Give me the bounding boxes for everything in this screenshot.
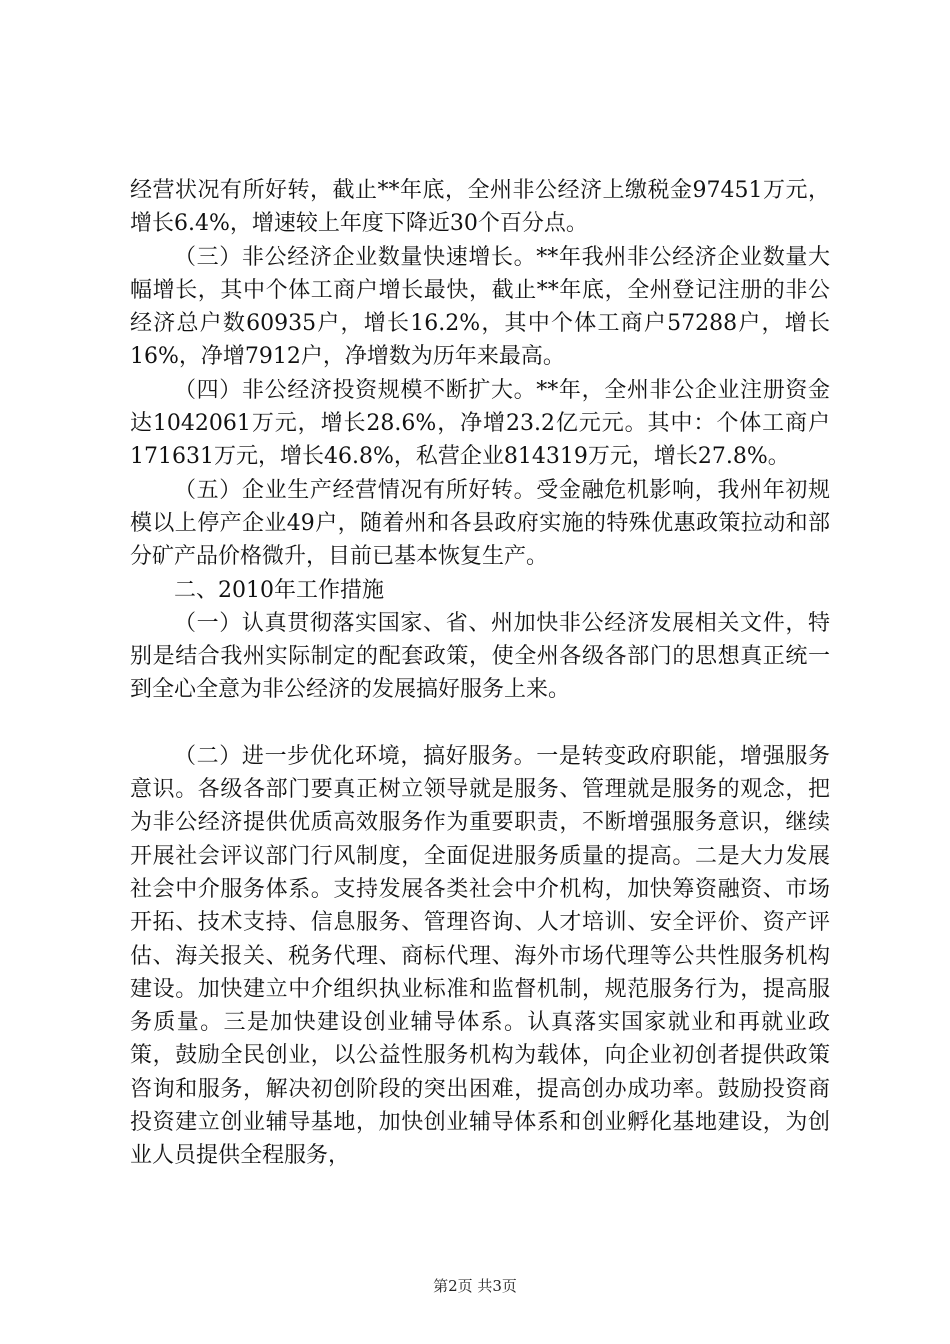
page-number-footer: 第2页 共3页	[433, 1277, 517, 1295]
paragraph-enterprise-count: （三）非公经济企业数量快速增长。**年我州非公经济企业数量大幅增长，其中个体工商户增长最快，截止**年底，全州登记注册的非公经济总户数60935户，增长16.2%，其中个体工商户57288户，增长16%，净增7912户，净增数为历年来最高。	[130, 244, 830, 370]
paragraph-optimize-environment: （二）进一步优化环境，搞好服务。一是转变政府职能，增强服务意识。各级各部门要真正树立领导就是服务、管理就是服务的观念，把为非公经济提供优质高效服务作为重要职责，不断增强服务意识，继续开展社会评议部门行风制度，全面促进服务质量的提高。二是大力发展社会中介服务体系。支持发展各类社会中介机构，加快筹资融资、市场开拓、技术支持、信息服务、管理咨询、人才培训、安全评价、资产评估、海关报关、税务代理、商标代理、海外市场代理等公共性服务机构建设。加快建立中介组织执业标准和监督机制，规范服务行为，提高服务质量。三是加快建设创业辅导体系。认真落实国家就业和再就业政策，鼓励全民创业，以公益性服务机构为载体，向企业初创者提供政策咨询和服务，解决初创阶段的突出困难，提高创办成功率。鼓励投资商投资建立创业辅导基地，加快创业辅导体系和创业孵化基地建设，为创业人员提供全程服务，	[130, 743, 830, 1169]
section-heading-2010-measures: 二、2010年工作措施	[174, 577, 384, 603]
paragraph-production-recovery: （五）企业生产经营情况有所好转。受金融危机影响，我州年初规模以上停产企业49户，随着州和各县政府实施的特殊优惠政策拉动和部分矿产品价格微升，目前已基本恢复生产。	[130, 477, 830, 570]
paragraph-investment-scale: （四）非公经济投资规模不断扩大。**年，全州非公企业注册资金达1042061万元，增长28.6%，净增23.2亿元元。其中：个体工商户171631万元，增长46.8%，私营企业814319万元，增长27.8%。	[130, 377, 830, 470]
paragraph-tax-revenue: 经营状况有所好转，截止**年底，全州非公经济上缴税金97451万元，增长6.4%，增速较上年度下降近30个百分点。	[130, 178, 830, 237]
document-body	[130, 174, 830, 1173]
paragraph-policy-implementation: （一）认真贯彻落实国家、省、州加快非公经济发展相关文件，特别是结合我州实际制定的配套政策，使全州各级各部门的思想真正统一到全心全意为非公经济的发展搞好服务上来。	[130, 610, 830, 703]
